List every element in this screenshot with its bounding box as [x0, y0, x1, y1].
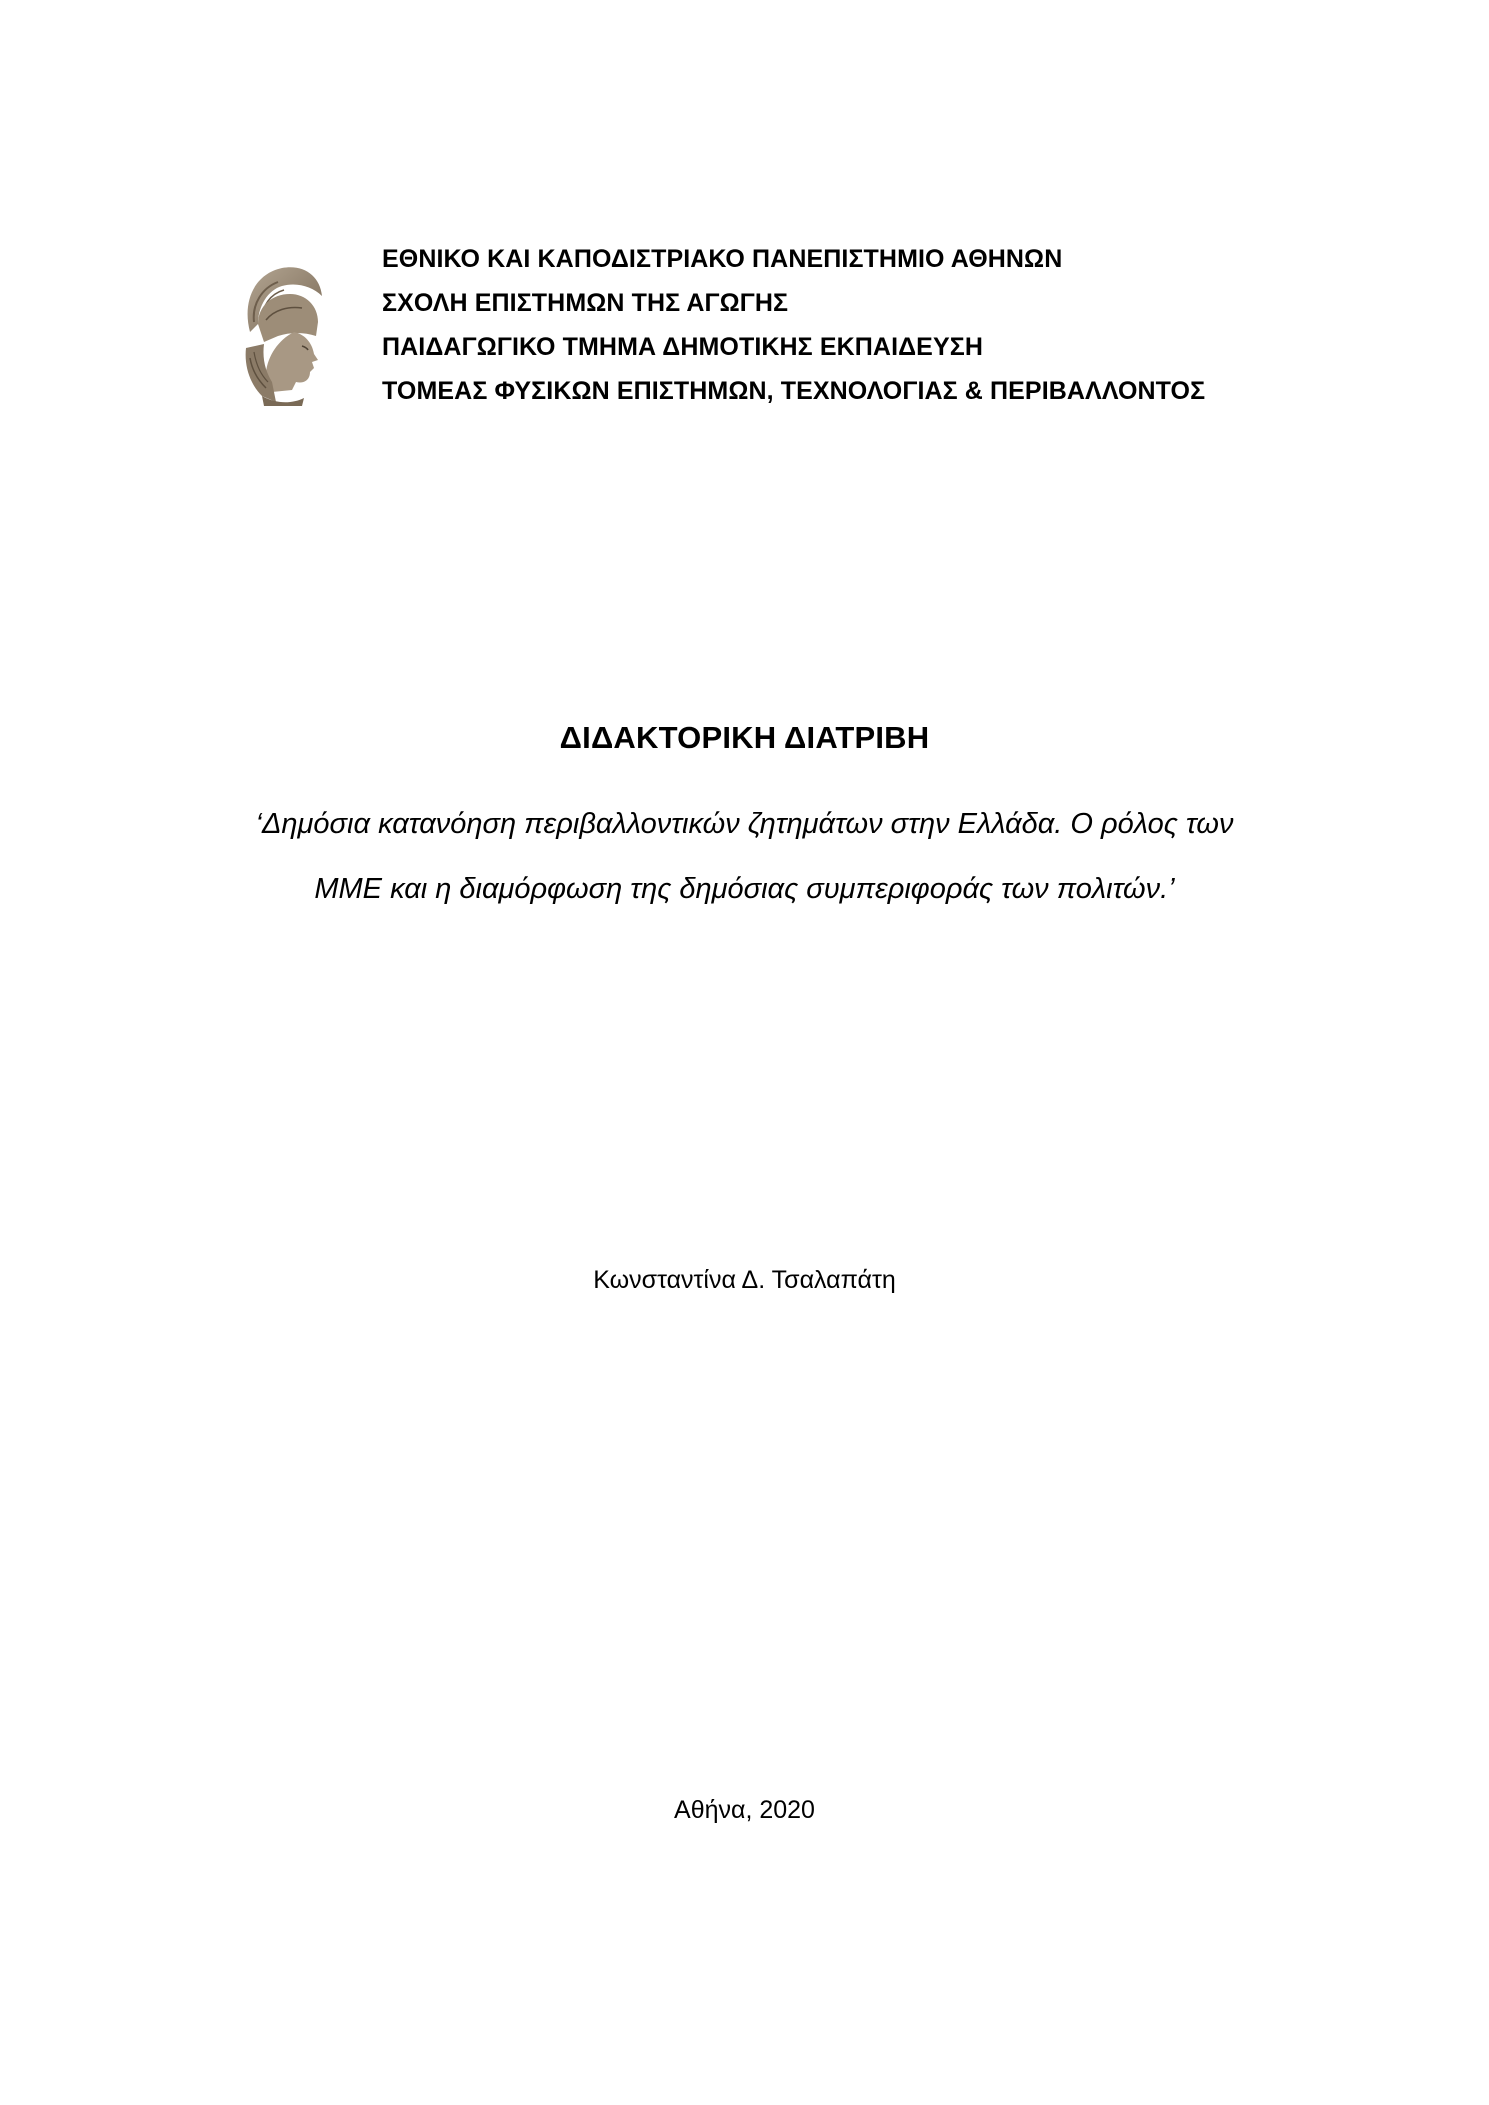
- athena-helmet-logo-icon: [232, 262, 330, 406]
- thesis-title-line-2: ΜΜΕ και η διαμόρφωση της δημόσιας συμπεριφοράς των πολιτών.’: [314, 873, 1175, 905]
- school-name: ΣΧΟΛΗ ΕΠΙΣΤΗΜΩΝ ΤΗΣ ΑΓΩΓΗΣ: [382, 289, 789, 317]
- department-name: ΠΑΙΔΑΓΩΓΙΚΟ ΤΜΗΜΑ ΔΗΜΟΤΙΚΗΣ ΕΚΠΑΙΔΕΥΣΗ: [382, 333, 983, 361]
- sector-name: ΤΟΜΕΑΣ ΦΥΣΙΚΩΝ ΕΠΙΣΤΗΜΩΝ, ΤΕΧΝΟΛΟΓΙΑΣ & ΠΕΡΙΒΑΛΛΟΝΤΟΣ: [382, 377, 1206, 405]
- document-type-heading: ΔΙΔΑΚΤΟΡΙΚΗ ΔΙΑΤΡΙΒΗ: [559, 720, 930, 755]
- university-name: ΕΘΝΙΚΟ ΚΑΙ ΚΑΠΟΔΙΣΤΡΙΑΚΟ ΠΑΝΕΠΙΣΤΗΜΙΟ ΑΘΗΝΩΝ: [382, 245, 1063, 273]
- author-name: Κωνσταντίνα Δ. Τσαλαπάτη: [593, 1266, 896, 1294]
- place-and-date: Αθήνα, 2020: [674, 1796, 815, 1824]
- institution-header: [382, 247, 1382, 423]
- thesis-title-line-1: ‘Δημόσια κατανόηση περιβαλλοντικών ζητημάτων στην Ελλάδα. Ο ρόλος των: [255, 808, 1234, 840]
